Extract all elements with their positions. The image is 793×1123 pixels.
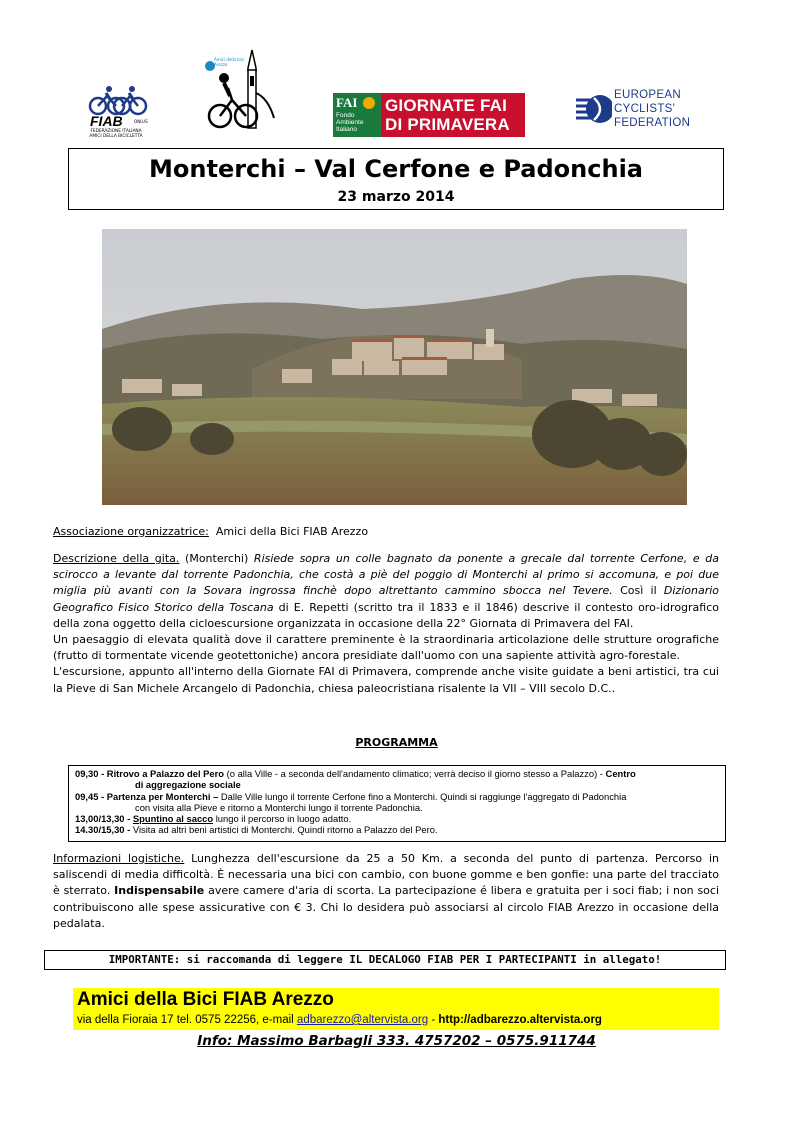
organization-band [73, 988, 719, 1030]
fiab-logo [76, 84, 156, 138]
organization-contact [77, 1014, 602, 1026]
fiab-logo-suffix: ONLUS [134, 119, 148, 124]
program-title-1b: Centro [605, 768, 636, 779]
association-label: Associazione organizzatrice: [53, 525, 209, 538]
logistics-text-2: avere camere d'aria di scorta. La partecipazione é libera e gratuita per i soci fiab; i non soci contribuiscono alle spese assicurative con € 3. Chi lo desidera può associarsi al circolo FIAB Arezzo in occasione della pedalata. [53, 884, 720, 930]
website-link[interactable]: http://adbarezzo.altervista.org [438, 1014, 602, 1026]
program-time-4: 14.30/15,30 - [75, 824, 131, 836]
description-paragraph-3: L'escursione, appunto all'interno della Giornate FAI di Primavera, comprende anche visite guidate a beni artistici, tra cui la Pieve di San Michele Arcangelo di Padonchia, chiesa paleocristiana risalente la VII – VIII secolo D.C.. [53, 665, 719, 695]
fai-mark-block [333, 93, 381, 137]
program-row-1-cont: di aggregazione sociale [135, 779, 241, 791]
fai-line-2: DI PRIMAVERA [385, 115, 510, 134]
info-contact-line: Info: Massimo Barbagli 333. 4757202 – 0575.911744 [197, 1033, 596, 1049]
contact-separator: - [428, 1014, 439, 1026]
ecf-logo [576, 86, 716, 134]
organization-name: Amici della Bici FIAB Arezzo [77, 989, 334, 1010]
program-title-3: Spuntino al sacco [132, 813, 214, 825]
program-text-3: lungo il percorso in luogo adatto. [215, 813, 352, 825]
fai-line-1: GIORNATE FAI [385, 96, 508, 115]
programma-heading: PROGRAMMA [355, 736, 438, 749]
description-place: (Monterchi) [185, 552, 249, 565]
description-text-1: Così il [620, 584, 657, 598]
event-date: 23 marzo 2014 [337, 189, 455, 205]
fai-mark-text: FAI [336, 95, 358, 110]
description-text-2: di E. Repetti (scritto tra il 1833 e il 1846) descrive il contesto oro-idrografico della zona oggetto della cicloescursione organizzata in occasione della 22° Giornata di Primavera del FAI. [53, 600, 719, 630]
program-time-3: 13,00/13,30 - [75, 813, 131, 825]
important-notice: IMPORTANTE: si raccomanda di leggere IL DECALOGO FIAB PER I PARTECIPANTI in allegato! [44, 950, 726, 970]
program-time-1: 09,30 - [75, 768, 105, 779]
program-text-2: Dalle Ville lungo il torrente Cerfone fino a Monterchi. Quindi si raggiunge l'aggregato di Padonchia [220, 790, 627, 802]
organization-address: via della Fioraia 17 tel. 0575 22256, e-mail [77, 1014, 294, 1026]
monterchi-landscape-photo [102, 229, 687, 505]
program-row-2-cont: con visita alla Pieve e ritorno a Monterchi lungo il torrente Padonchia. [135, 801, 423, 813]
logistics-paragraph [53, 851, 719, 932]
program-title-1: Ritrovo a Palazzo del Pero [106, 768, 225, 779]
fiab-logo-sub1: FEDERAZIONE ITALIANA [90, 129, 142, 134]
program-row-4 [75, 824, 719, 835]
email-link[interactable]: adbarezzo@altervista.org [296, 1014, 429, 1026]
amici-logo-text: Amici della bici Arezzo [214, 57, 245, 67]
ecf-line-3: FEDERATION [614, 117, 691, 129]
description-paragraph [53, 551, 719, 697]
logistics-text-1: Lunghezza dell'escursione da 25 a 50 Km. a seconda del punto di partenza. Percorso in saliscendi di media difficoltà. È necessaria una bici con cambio, con buone gomme e ben gonfie: una parte del tracciato è sterrato. [53, 852, 719, 898]
description-quote: Risiede sopra un colle bagnato da ponente a grecale dal torrente Cerfone, e da scirocco a levante dal torrente Padonchia, che costà a piè del poggio di Monterchi al primo si accomuna, e poi due miglia più avanti con la Sovara ingrossa finchè dopo altrettanto cammino sbocca nel Tevere. [53, 552, 719, 598]
description-work-title: Dizionario Geografico Fisico Storico della Toscana [53, 584, 720, 614]
ecf-line-1: EUROPEAN [614, 89, 681, 101]
fai-flower-icon [363, 97, 375, 109]
description-paragraph-2: Un paesaggio di elevata qualità dove il carattere preminente è la straordinaria articolazione delle strutture orografiche (frutto di tormentate vicende geotettoniche) ancora presidiate dall'uomo con una sapiente attività agro-forestale. [53, 633, 719, 663]
program-text-4: Visita ad altri beni artistici di Monterchi. Quindi ritorno a Palazzo del Pero. [132, 824, 438, 836]
association-line [53, 524, 719, 540]
program-time-2: 09,45 - [75, 790, 105, 802]
title-box [68, 148, 724, 210]
program-row-2 [75, 791, 719, 802]
fai-sub-1: Fondo [336, 112, 355, 119]
fai-title-block [381, 93, 525, 137]
fiab-logo-sub2: AMICI DELLA BICICLETTA [89, 133, 143, 139]
program-row-1 [75, 768, 719, 779]
program-box [68, 765, 726, 842]
page-title: Monterchi – Val Cerfone e Padonchia [149, 155, 643, 183]
fai-sub-3: Italiano [336, 126, 357, 133]
program-text-1: (o alla Ville - a seconda dell'andamento climatico; verrà deciso il giorno stesso a Palazzo) - [226, 768, 603, 779]
fai-sub-2: Ambiente [336, 119, 364, 126]
description-label: Descrizione della gita. [53, 552, 180, 565]
program-title-2: Partenza per Monterchi – [106, 790, 219, 802]
fai-giornate-logo [333, 93, 525, 137]
association-value: Amici della Bici FIAB Arezzo [215, 525, 369, 538]
program-row-3 [75, 813, 719, 824]
amici-bici-logo [200, 48, 280, 133]
ecf-wheel-icon [576, 86, 612, 134]
fiab-logo-text: FIAB [90, 113, 123, 129]
logistics-bold: Indispensabile [114, 884, 205, 898]
logistics-label: Informazioni logistiche. [53, 852, 185, 865]
ecf-line-2: CYCLISTS' [614, 103, 676, 115]
